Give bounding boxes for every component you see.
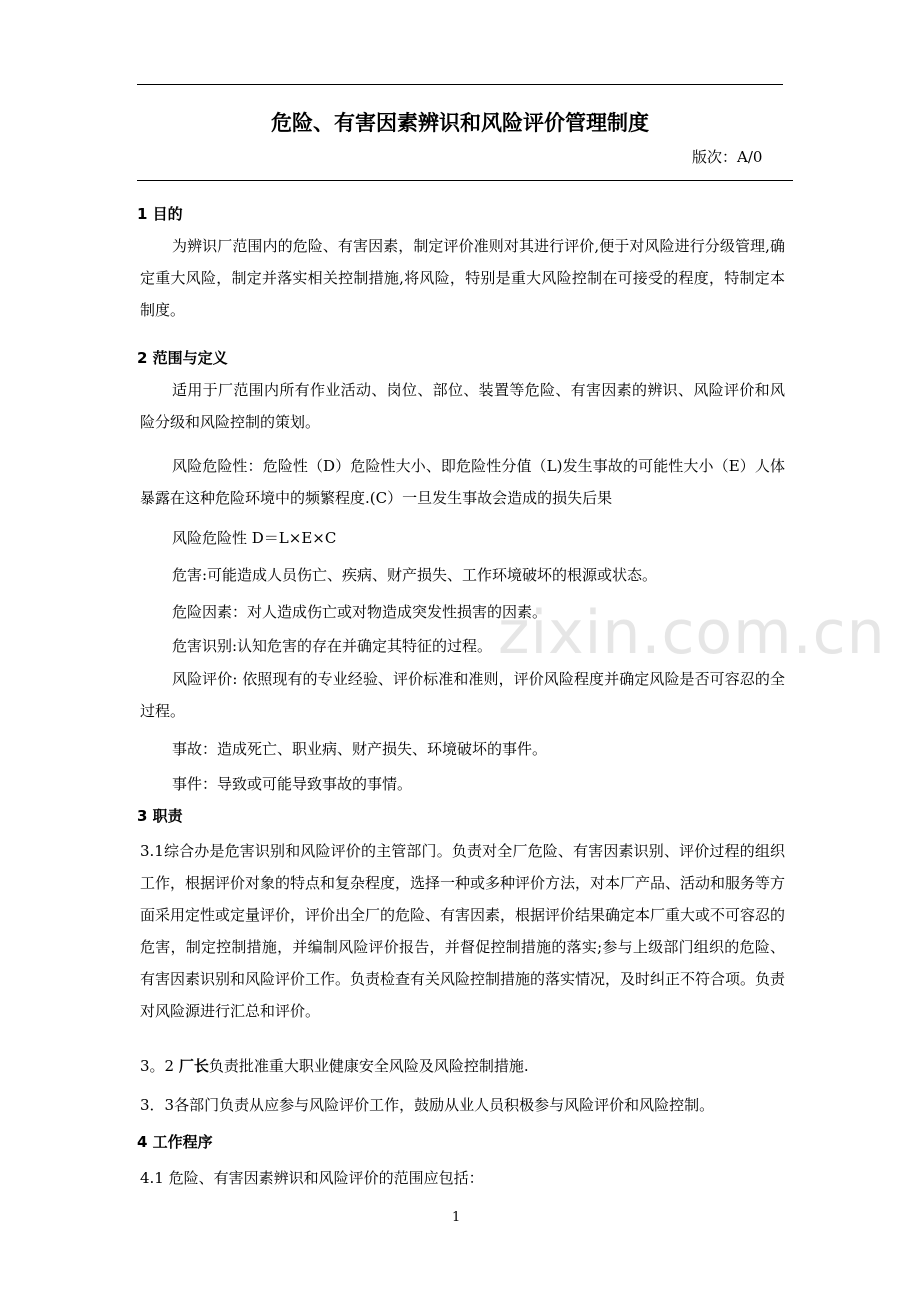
event-definition: 事件：导致或可能导致事故的事情。 xyxy=(172,775,413,793)
page-number: 1 xyxy=(452,1210,461,1225)
section-3-2-text: 负责批准重大职业健康安全风险及风险控制措施. xyxy=(208,1057,529,1075)
watermark: zixin.com.cn xyxy=(498,598,886,668)
section-2-scope-paragraph: 适用于厂范围内所有作业活动、岗位、部位、装置等危险、有害因素的辨识、风险评价和风险分级和风险控制的策划。 xyxy=(140,381,785,431)
document-title: 危险、有害因素辨识和风险评价管理制度 xyxy=(271,111,649,135)
accident-definition: 事故：造成死亡、职业病、财产损失、环境破坏的事件。 xyxy=(172,740,548,758)
version-label: 版次：A/0 xyxy=(692,148,763,166)
section-2-risk-definition: 风险危险性：危险性（D）危险性大小、即危险性分值（L)发生事故的可能性大小（E）人体暴露在这种危险环境中的频繁程度.(C）一旦发生事故会造成的损失后果 xyxy=(140,457,785,507)
risk-factor-definition: 危险因素：对人造成伤亡或对物造成突发性损害的因素。 xyxy=(172,603,548,621)
header-rule-bottom xyxy=(137,180,793,181)
section-3-1-paragraph: 3.1综合办是危害识别和风险评价的主管部门。负责对全厂危险、有害因素识别、评价过程的组织工作，根据评价对象的特点和复杂程度，选择一种或多种评价方法，对本厂产品、活动和服务等方面采用定性或定量评价，评价出全厂的危险、有害因素，根据评价结果确定本厂重大或不可容忍的危害，制定控制措施，并编制风险评价报告，并督促控制措施的落实;参与上级部门组织的危险、有害因素识别和风险评价工作。负责检查有关风险控制措施的落实情况，及时纠正不符合项。负责对风险源进行汇总和评价。 xyxy=(140,842,786,1020)
hazard-identification-definition: 危害识别:认知危害的存在并确定其特征的过程。 xyxy=(172,637,493,655)
section-3-2-number: 3。2 xyxy=(140,1057,179,1075)
hazard-definition: 危害:可能造成人员伤亡、疾病、财产损失、工作环境破坏的根源或状态。 xyxy=(172,566,658,584)
risk-evaluation-definition: 风险评价: 依照现有的专业经验、评价标准和准则，评价风险程度并确定风险是否可容忍的全过程。 xyxy=(140,670,785,720)
header-rule-top xyxy=(137,84,783,85)
section-3-3-line: 3．3各部门负责从应参与风险评价工作，鼓励从业人员积极参与风险评价和风险控制。 xyxy=(140,1096,715,1114)
risk-formula: 风险危险性 D＝L×E×C xyxy=(172,529,337,547)
section-4-1-line: 4.1 危险、有害因素辨识和风险评价的范围应包括： xyxy=(140,1169,484,1187)
section-4-heading: 4 工作程序 xyxy=(137,1133,213,1151)
section-1-paragraph: 为辨识厂范围内的危险、有害因素，制定评价准则对其进行评价,便于对风险进行分级管理,确定重大风险，制定并落实相关控制措施,将风险，特别是重大风险控制在可接受的程度，特制定本制度。 xyxy=(140,237,785,319)
section-2-heading: 2 范围与定义 xyxy=(137,349,228,367)
section-1-heading: 1 目的 xyxy=(137,205,183,223)
section-3-heading: 3 职责 xyxy=(137,807,183,825)
section-3-2-line xyxy=(140,1055,529,1076)
factory-director-label: 厂长 xyxy=(178,1057,209,1075)
